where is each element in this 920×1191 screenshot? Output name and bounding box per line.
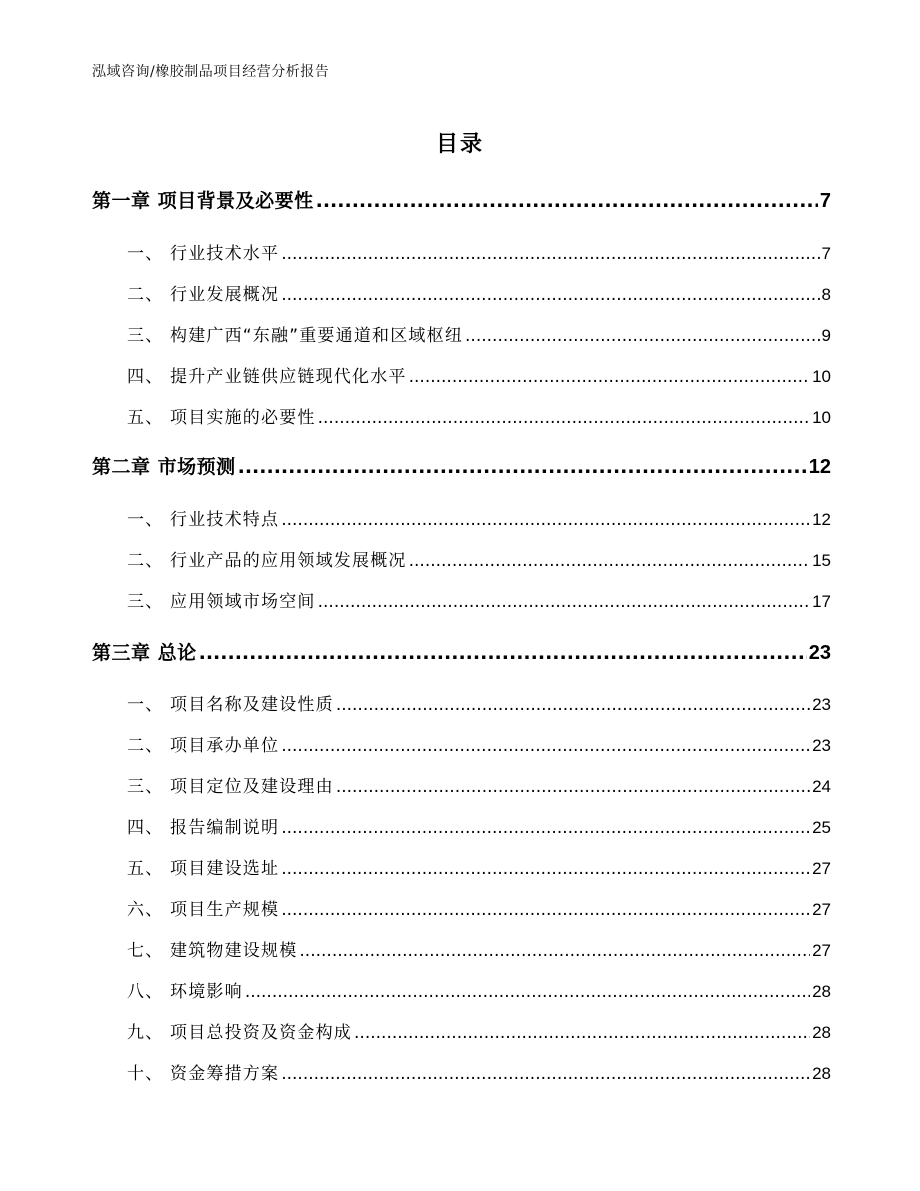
dot-leader	[281, 818, 810, 838]
toc-page-number: 28	[812, 1023, 831, 1042]
toc-section-3-1[interactable]	[92, 690, 831, 715]
toc-entry-label: 三、 项目定位及建设理由	[127, 777, 334, 797]
dot-leader	[281, 736, 810, 756]
toc-entry-label: 二、 行业发展概况	[127, 285, 280, 305]
toc-entry-label: 五、 项目建设选址	[127, 859, 280, 879]
toc-page-number: 27	[812, 941, 831, 960]
dot-leader	[465, 326, 820, 346]
toc-page-number: 12	[808, 456, 831, 478]
toc-entry-label: 十、 资金筹措方案	[127, 1064, 280, 1084]
toc-entry-label: 第一章 项目背景及必要性	[92, 190, 314, 212]
toc-page-number: 8	[821, 285, 831, 304]
toc-entry-label: 六、 项目生产规模	[127, 900, 280, 920]
toc-entry-label: 九、 项目总投资及资金构成	[127, 1023, 353, 1043]
toc-entry-label: 四、 提升产业链供应链现代化水平	[127, 367, 407, 387]
dot-leader	[409, 551, 810, 571]
toc-page-number: 25	[812, 818, 831, 837]
dot-leader	[354, 1023, 810, 1043]
toc-entry-label: 五、 项目实施的必要性	[127, 408, 316, 428]
toc-entry-label: 一、 项目名称及建设性质	[127, 695, 334, 715]
toc-page-number: 24	[812, 777, 831, 796]
dot-leader	[281, 285, 819, 305]
toc-entry-label: 一、 行业技术水平	[127, 244, 280, 264]
dot-leader	[281, 1064, 810, 1084]
toc-section-3-5[interactable]	[92, 854, 831, 879]
running-header: 泓域咨询/橡胶制品项目经营分析报告	[92, 64, 330, 80]
toc-section-3-7[interactable]	[92, 936, 831, 961]
toc-chapter-2[interactable]	[92, 452, 831, 479]
dot-leader	[336, 777, 810, 797]
toc-page-number: 17	[812, 592, 831, 611]
toc-page-number: 9	[821, 326, 831, 345]
toc-section-3-6[interactable]	[92, 895, 831, 920]
toc-entry-label: 八、 环境影响	[127, 982, 243, 1002]
toc-section-1-2[interactable]	[92, 280, 831, 305]
dot-leader	[281, 859, 810, 879]
toc-section-2-2[interactable]	[92, 546, 831, 571]
dot-leader	[316, 190, 818, 212]
toc-page-number: 23	[808, 642, 831, 664]
dot-leader	[281, 510, 810, 530]
toc-section-2-3[interactable]	[92, 587, 831, 612]
toc-section-3-9[interactable]	[92, 1018, 831, 1043]
toc-entry-label: 二、 项目承办单位	[127, 736, 280, 756]
toc-chapter-1[interactable]	[92, 186, 831, 213]
dot-leader	[281, 900, 810, 920]
toc-page-number: 7	[819, 190, 831, 212]
toc-page-number: 10	[812, 367, 831, 386]
toc-page-number: 10	[812, 408, 831, 427]
toc-page-number: 12	[812, 510, 831, 529]
toc-entry-label: 二、 行业产品的应用领域发展概况	[127, 551, 407, 571]
dot-leader	[318, 408, 810, 428]
dot-leader	[336, 695, 810, 715]
toc-entry-label: 第二章 市场预测	[92, 456, 236, 478]
toc-entry-label: 一、 行业技术特点	[127, 510, 280, 530]
toc-page-number: 23	[812, 695, 831, 714]
toc-section-1-1[interactable]	[92, 239, 831, 264]
toc-section-3-2[interactable]	[92, 731, 831, 756]
toc-section-3-3[interactable]	[92, 772, 831, 797]
toc-page-number: 27	[812, 900, 831, 919]
toc-section-1-3[interactable]	[92, 321, 831, 346]
dot-leader	[245, 982, 810, 1002]
dot-leader	[281, 244, 819, 264]
toc-section-3-10[interactable]	[92, 1059, 831, 1084]
toc-page-number: 23	[812, 736, 831, 755]
toc-page-number: 28	[812, 1064, 831, 1083]
toc-entry-label: 七、 建筑物建设规模	[127, 941, 298, 961]
toc-page-number: 15	[812, 551, 831, 570]
toc-page-number: 7	[821, 244, 831, 263]
toc-entry-label: 四、 报告编制说明	[127, 818, 280, 838]
dot-leader	[238, 456, 807, 478]
dot-leader	[299, 941, 810, 961]
toc-entry-label: 三、 应用领域市场空间	[127, 592, 316, 612]
toc-chapter-3[interactable]	[92, 638, 831, 665]
toc-entry-label: 第三章 总论	[92, 642, 197, 664]
dot-leader	[409, 367, 810, 387]
toc-section-2-1[interactable]	[92, 505, 831, 530]
toc-page-number: 27	[812, 859, 831, 878]
toc-entry-label: 三、 构建广西“东融”重要通道和区域枢纽	[127, 326, 464, 346]
toc-section-1-4[interactable]	[92, 362, 831, 387]
dot-leader	[318, 592, 810, 612]
toc-section-3-8[interactable]	[92, 977, 831, 1002]
dot-leader	[199, 642, 807, 664]
toc-title: 目录	[435, 132, 484, 157]
toc-page-number: 28	[812, 982, 831, 1001]
toc-section-3-4[interactable]	[92, 813, 831, 838]
toc-section-1-5[interactable]	[92, 403, 831, 428]
